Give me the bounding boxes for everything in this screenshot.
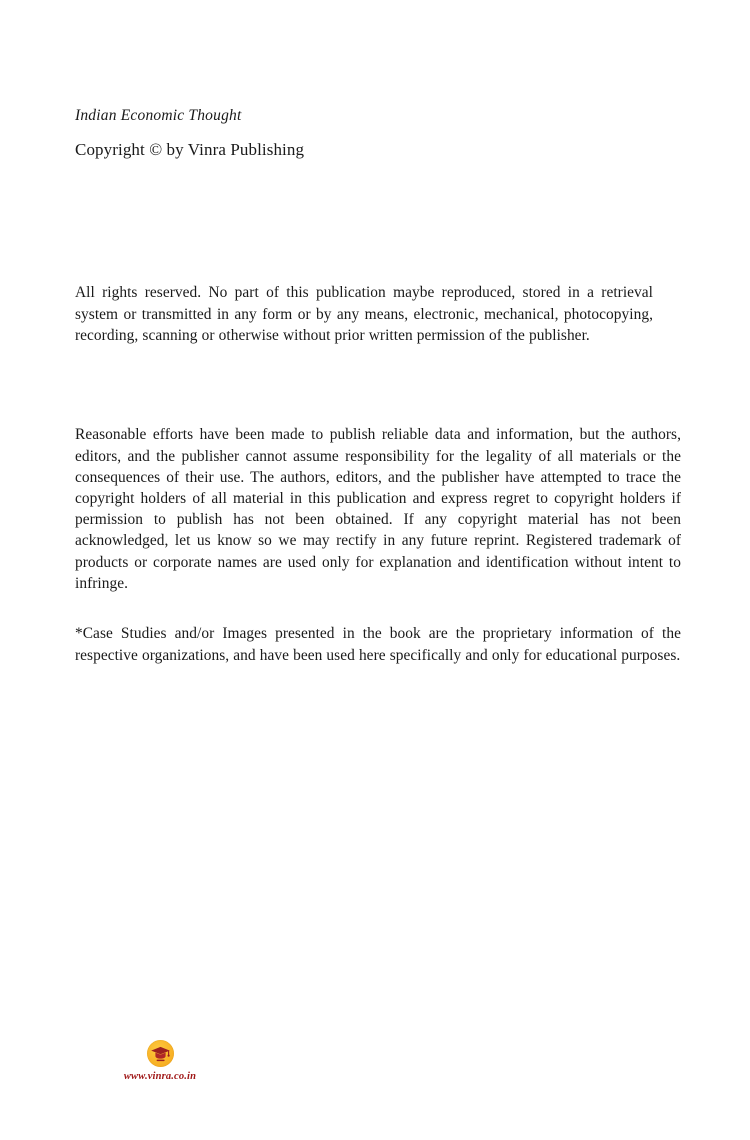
graduation-cap-badge-icon [147, 1040, 174, 1067]
publisher-disclaimer-paragraph: Reasonable efforts have been made to publish reliable data and information, but the authors, editors, and the publisher cannot assume responsibility for the legality of all materials or the consequences of their use. The authors, editors, and the publisher have attempted to trace the copyright holders of all material in this publication and express regret to copyright holders if permission to publish has not been obtained. If any copyright material has not been acknowledged, let us know so we may rectify in any future reprint. Registered trademark of products or corporate names are used only for explanation and identification without intent to infringe. [75, 426, 681, 592]
all-rights-reserved-paragraph: All rights reserved. No part of this publication maybe reproduced, stored in a retrieval system or transmitted in any form or by any means, electronic, mechanical, photocopying, recording, scanning or otherwise without prior written permission of the publisher. [75, 284, 653, 344]
publisher-footer [110, 1040, 210, 1083]
publisher-website-url[interactable]: www.vinra.co.in [123, 1071, 197, 1082]
copyright-statement: Copyright © by Vinra Publishing [75, 140, 305, 159]
book-title: Indian Economic Thought [75, 107, 242, 124]
case-studies-note-paragraph: *Case Studies and/or Images presented in the book are the proprietary information of the respective organizations, and have been used here specifically and only for educational purposes. [75, 625, 681, 664]
